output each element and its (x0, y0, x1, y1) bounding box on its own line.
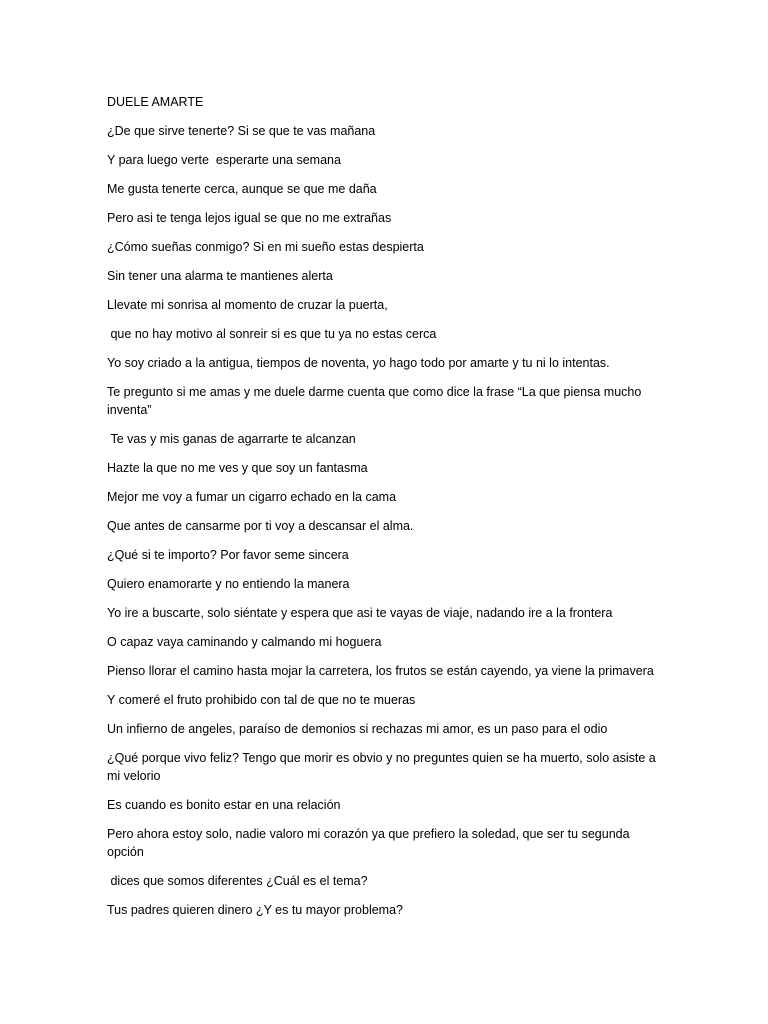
document-page (107, 93, 667, 930)
text-line: O capaz vaya caminando y calmando mi hoguera (107, 635, 382, 649)
text-line: que no hay motivo al sonreir si es que tu ya no estas cerca (107, 327, 437, 341)
text-line: Yo soy criado a la antigua, tiempos de noventa, yo hago todo por amarte y tu ni lo intentas. (107, 356, 610, 370)
document-title: DUELE AMARTE (107, 95, 204, 109)
text-line: Te pregunto si me amas y me duele darme cuenta que como dice la frase “La que piensa mucho inventa” (107, 385, 645, 417)
text-line: dices que somos diferentes ¿Cuál es el tema? (107, 874, 368, 888)
text-line: Un infierno de angeles, paraíso de demonios si rechazas mi amor, es un paso para el odio (107, 722, 608, 736)
text-line: ¿Qué si te importo? Por favor seme sincera (107, 548, 349, 562)
text-line: Pienso llorar el camino hasta mojar la carretera, los frutos se están cayendo, ya viene la primavera (107, 664, 654, 678)
text-line: Sin tener una alarma te mantienes alerta (107, 269, 333, 283)
text-line: Que antes de cansarme por ti voy a descansar el alma. (107, 519, 414, 533)
text-line: Es cuando es bonito estar en una relación (107, 798, 341, 812)
text-line: Quiero enamorarte y no entiendo la manera (107, 577, 350, 591)
text-line: Me gusta tenerte cerca, aunque se que me daña (107, 182, 377, 196)
text-line: Mejor me voy a fumar un cigarro echado en la cama (107, 490, 397, 504)
text-line: ¿De que sirve tenerte? Si se que te vas mañana (107, 124, 376, 138)
text-line: Te vas y mis ganas de agarrarte te alcanzan (107, 432, 356, 446)
text-line: Pero ahora estoy solo, nadie valoro mi corazón ya que prefiero la soledad, que ser tu segunda opción (107, 827, 634, 859)
text-line: Pero asi te tenga lejos igual se que no me extrañas (107, 211, 392, 225)
text-line: Yo ire a buscarte, solo siéntate y espera que asi te vayas de viaje, nadando ire a la frontera (107, 606, 613, 620)
text-line: Hazte la que no me ves y que soy un fantasma (107, 461, 368, 475)
text-line: Y comeré el fruto prohibido con tal de que no te mueras (107, 693, 416, 707)
text-line: ¿Qué porque vivo feliz? Tengo que morir es obvio y no preguntes quien se ha muerto, solo asiste a mi velorio (107, 751, 660, 783)
text-line: ¿Cómo sueñas conmigo? Si en mi sueño estas despierta (107, 240, 424, 254)
text-line: Tus padres quieren dinero ¿Y es tu mayor problema? (107, 903, 403, 917)
text-line: Y para luego verte esperarte una semana (107, 153, 341, 167)
text-line: Llevate mi sonrisa al momento de cruzar la puerta, (107, 298, 388, 312)
